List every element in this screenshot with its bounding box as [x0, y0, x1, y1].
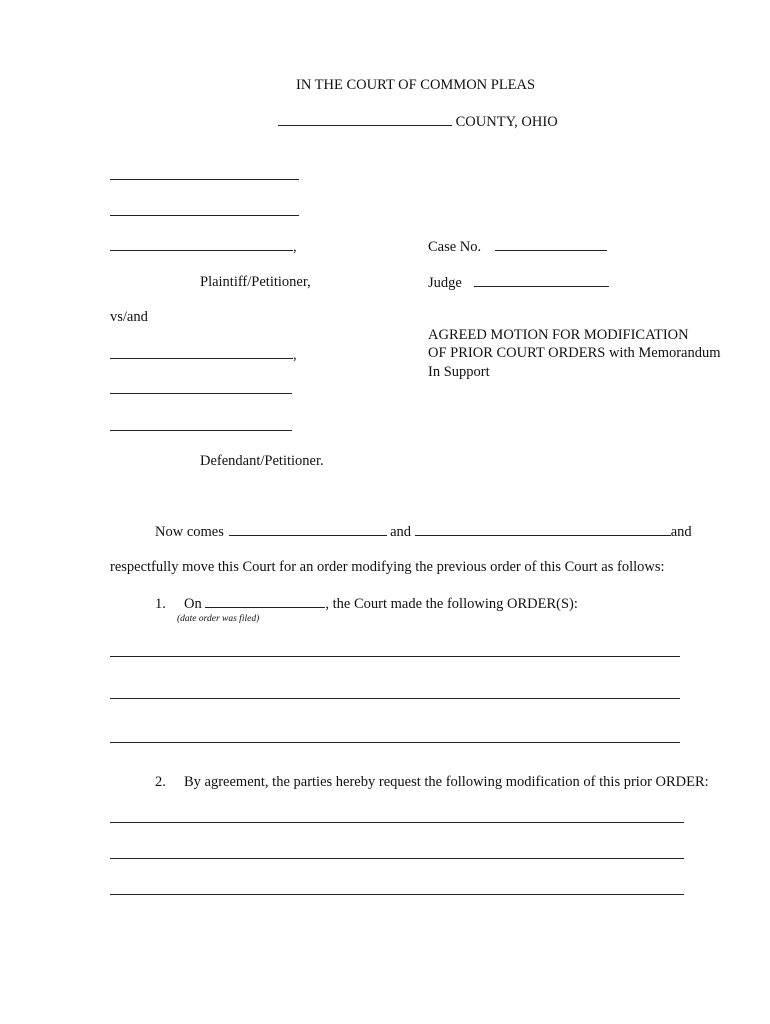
plaintiff-city-blank[interactable] [110, 237, 293, 251]
county-label: COUNTY, OHIO [455, 114, 558, 130]
plaintiff-name-line[interactable] [110, 179, 299, 180]
prior-order-line-2[interactable] [110, 698, 680, 699]
item-2 [155, 773, 709, 791]
case-number-blank[interactable] [495, 237, 607, 251]
plaintiff-city-line [110, 237, 297, 256]
motion-title-line-2: OF PRIOR COURT ORDERS with Memorandum [428, 345, 721, 361]
case-no-label: Case No. [428, 239, 482, 255]
judge-blank[interactable] [474, 273, 609, 287]
and-text: and [390, 524, 412, 540]
modification-line-3[interactable] [110, 894, 684, 895]
defendant-city-line[interactable] [110, 430, 292, 431]
and-end-text: and [670, 524, 692, 540]
modification-line-2[interactable] [110, 858, 684, 859]
vs-label: vs/and [110, 309, 148, 325]
comma: , [293, 239, 297, 255]
now-comes-line [155, 522, 692, 541]
prior-order-line-3[interactable] [110, 742, 680, 743]
respectfully-text: respectfully move this Court for an order modifying the previous order of this Court as follows: [110, 559, 665, 575]
motion-title-line-3: In Support [428, 364, 490, 380]
county-blank[interactable] [278, 112, 452, 126]
plaintiff-label: Plaintiff/Petitioner, [200, 274, 311, 290]
judge-row [428, 273, 609, 292]
defendant-name-blank[interactable] [110, 345, 293, 359]
party-2-blank[interactable] [415, 522, 671, 536]
order-date-blank[interactable] [205, 594, 325, 608]
item-1-rest: , the Court made the following ORDER(S): [325, 596, 578, 612]
item-2-text: By agreement, the parties hereby request the following modification of this prior ORDER: [184, 774, 709, 790]
item-1-number: 1. [155, 596, 166, 612]
date-hint: (date order was filed) [177, 614, 260, 624]
case-number-row [428, 237, 607, 256]
court-title: IN THE COURT OF COMMON PLEAS [296, 77, 536, 93]
county-line [278, 112, 558, 131]
defendant-label: Defendant/Petitioner. [200, 453, 324, 469]
plaintiff-address-line[interactable] [110, 215, 299, 216]
comma: , [293, 347, 297, 363]
defendant-address-line[interactable] [110, 393, 292, 394]
modification-line-1[interactable] [110, 822, 684, 823]
party-1-blank[interactable] [229, 522, 387, 536]
item-2-number: 2. [155, 774, 166, 790]
item-1-on: On [184, 596, 202, 612]
defendant-name-line [110, 345, 297, 364]
prior-order-line-1[interactable] [110, 656, 680, 657]
motion-title-line-1: AGREED MOTION FOR MODIFICATION [428, 327, 689, 343]
judge-label: Judge [428, 275, 462, 291]
now-comes-text: Now comes [155, 524, 224, 540]
